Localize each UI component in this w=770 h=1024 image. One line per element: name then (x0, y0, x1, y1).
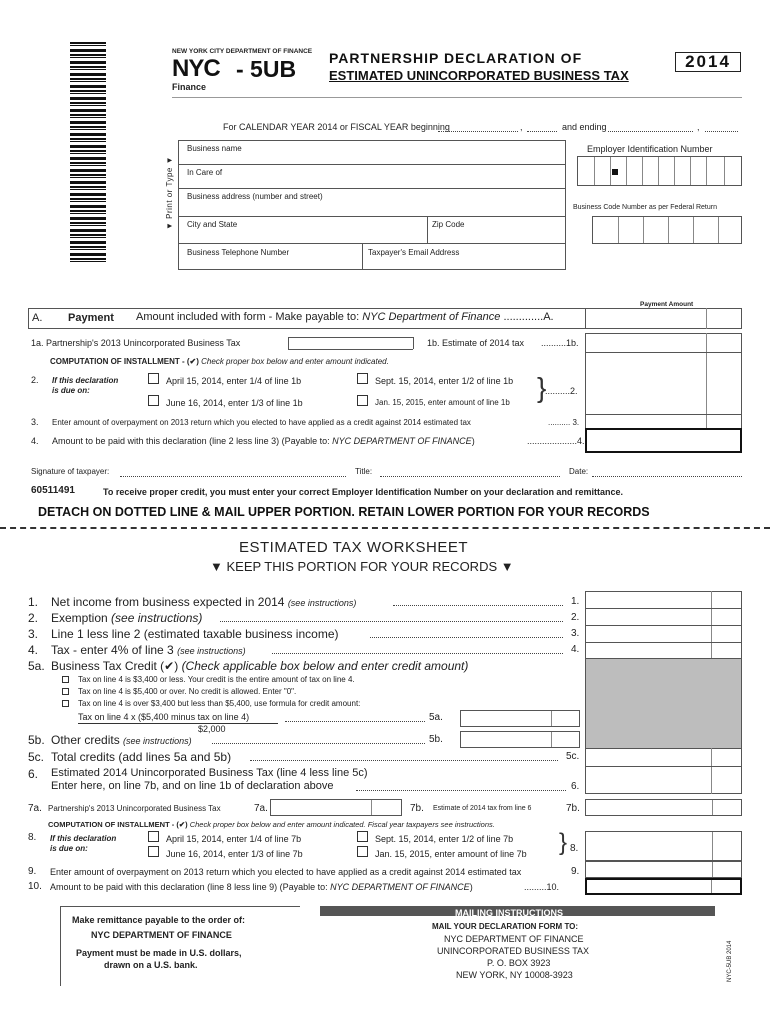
ws-line-6: Estimated 2014 Unincorporated Business Tax (line 4 less line 5c) (51, 767, 368, 779)
ein-notice: To receive proper credit, you must enter your correct Employer Identification Number on your declaration and remittance. (103, 487, 623, 497)
email-field[interactable]: Taxpayer's Email Address (368, 248, 460, 257)
fiscal-begin-field[interactable] (438, 131, 518, 132)
ws-line-3: Line 1 less line 2 (estimated taxable business income) (51, 627, 339, 641)
department-name: NEW YORK CITY DEPARTMENT OF FINANCE (172, 48, 313, 55)
form-code: 60511491 (31, 485, 75, 496)
signature-field[interactable] (120, 476, 346, 477)
business-code-label: Business Code Number as per Federal Return (573, 204, 717, 211)
line-4-text: Amount to be paid with this declaration (line 2 less line 3) (Payable to: NYC DEPARTMENT OF FINANCE) (52, 436, 475, 446)
date-label: Date: (569, 467, 589, 476)
mailing-line-4: P. O. BOX 3923 (487, 958, 551, 968)
form-number: - 5UB (236, 56, 297, 82)
business-address-field[interactable]: Business address (number and street) (187, 192, 323, 201)
detach-instruction: DETACH ON DOTTED LINE & MAIL UPPER PORTION. RETAIN LOWER PORTION FOR YOUR RECORDS (38, 505, 650, 519)
ein-label: Employer Identification Number (587, 144, 713, 154)
june-checkbox[interactable] (148, 395, 159, 406)
fraction-bar (78, 723, 278, 724)
line-9-input[interactable] (585, 861, 742, 878)
signature-label: Signature of taxpayer: (31, 467, 110, 476)
ws-line-5c: Total credits (add lines 5a and 5b) (51, 750, 232, 764)
mailing-line-3: UNINCORPORATED BUSINESS TAX (437, 946, 590, 956)
and-ending-label: and ending (562, 122, 607, 132)
ws-brace: } (559, 829, 568, 856)
amount-paid-input[interactable] (585, 428, 742, 453)
remittance-text-1: Make remittance payable to the order of: (72, 915, 246, 925)
line-8-input[interactable] (585, 831, 742, 861)
form-title-line1: PARTNERSHIP DECLARATION OF (329, 50, 583, 66)
payment-amount-input[interactable] (586, 309, 706, 328)
mailing-line-1: MAIL YOUR DECLARATION FORM TO: (432, 922, 579, 931)
line-a-letter: A. (32, 312, 43, 324)
ws-line-5a: Business Tax Credit (✔) (Check applicable box below and enter credit amount) (51, 659, 469, 673)
title-field[interactable] (380, 476, 560, 477)
finance-label: Finance (172, 82, 207, 92)
print-or-type-label: ▼ Print or Type ▼ (165, 156, 174, 230)
credit-option-1-checkbox[interactable] (62, 676, 69, 683)
line-7b-input[interactable] (585, 799, 742, 816)
credit-option-2-checkbox[interactable] (62, 688, 69, 695)
line-10-input[interactable] (585, 878, 742, 895)
worksheet-subtitle: ▼ KEEP THIS PORTION FOR YOUR RECORDS ▼ (210, 559, 514, 574)
form-side-code: NYC-5UB 2014 (727, 940, 733, 982)
date-field[interactable] (592, 476, 742, 477)
ein-input[interactable] (577, 156, 742, 186)
fiscal-begin-year-field[interactable] (527, 131, 557, 132)
ws-line-5b: Other credits (see instructions) (51, 733, 192, 747)
payment-instruction: Amount included with form - Make payable to: NYC Department of Finance .............A. (136, 311, 554, 323)
line-1b-label: 1b. Estimate of 2014 tax (427, 338, 525, 348)
payment-amount-label: Payment Amount (640, 301, 694, 308)
remittance-text-4: drawn on a U.S. bank. (104, 960, 198, 970)
ws-line-10: Amount to be paid with this declaration (line 8 less line 9) (Payable to: NYC DEPARTMENT OF FINANCE) (50, 882, 473, 892)
worksheet-title: ESTIMATED TAX WORKSHEET (239, 539, 469, 556)
business-phone-field[interactable]: Business Telephone Number (187, 248, 290, 257)
april-checkbox[interactable] (148, 373, 159, 384)
tax-year-badge: 2014 (675, 52, 741, 72)
business-name-field[interactable]: Business name (187, 144, 242, 153)
form-title-line2: ESTIMATED UNINCORPORATED BUSINESS TAX (329, 68, 629, 83)
worksheet-amount-column-mid (585, 748, 742, 794)
remittance-text-3: Payment must be made in U.S. dollars, (76, 948, 242, 958)
nyc-logo: NYC (172, 55, 220, 82)
header-rule (172, 97, 742, 98)
line-1a-input[interactable] (289, 338, 412, 348)
sept-checkbox[interactable] (357, 373, 368, 384)
ws-jan-checkbox[interactable] (357, 846, 368, 857)
ws-line-2: Exemption (see instructions) (51, 611, 203, 625)
line-5b-input[interactable] (460, 731, 580, 748)
in-care-of-field[interactable]: In Care of (187, 168, 223, 177)
payment-label: Payment (68, 312, 114, 324)
ws-line-4: Tax - enter 4% of line 3 (see instructions) (51, 643, 246, 657)
line-1a-number: 1a. Partnership's 2013 Unincorporated Business Tax (31, 338, 241, 348)
mailing-line-5: NEW YORK, NY 10008-3923 (456, 970, 573, 980)
ws-sept-checkbox[interactable] (357, 831, 368, 842)
zip-code-field[interactable]: Zip Code (432, 220, 465, 229)
ws-line-1: Net income from business expected in 2014 (see instructions) (51, 595, 357, 609)
jan-checkbox[interactable] (357, 395, 368, 406)
mailing-title: MAILING INSTRUCTIONS (455, 908, 563, 918)
barcode (70, 42, 106, 264)
fiscal-end-field[interactable] (608, 131, 693, 132)
mailing-line-2: NYC DEPARTMENT OF FINANCE (444, 934, 584, 944)
ws-april-checkbox[interactable] (148, 831, 159, 842)
brace: } (537, 372, 547, 403)
calendar-year-label: For CALENDAR YEAR 2014 or FISCAL YEAR beginning (223, 122, 450, 132)
business-code-input[interactable] (592, 216, 742, 244)
fiscal-end-year-field[interactable] (705, 131, 738, 132)
credit-option-3-checkbox[interactable] (62, 700, 69, 707)
title-label: Title: (355, 467, 373, 476)
line-5a-input[interactable] (460, 710, 580, 727)
detach-line (0, 527, 770, 529)
computation-heading: COMPUTATION OF INSTALLMENT - (✔) Check proper box below and enter amount indicated. (50, 357, 389, 366)
ws-june-checkbox[interactable] (148, 846, 159, 857)
ws-computation-heading: COMPUTATION OF INSTALLMENT - (✔) Check proper box below and enter amount indicated. Fiscal year taxpayers see instructions. (48, 820, 495, 829)
line-7a-input[interactable] (270, 799, 402, 816)
city-state-field[interactable]: City and State (187, 220, 238, 229)
remittance-payee: NYC DEPARTMENT OF FINANCE (91, 930, 232, 940)
